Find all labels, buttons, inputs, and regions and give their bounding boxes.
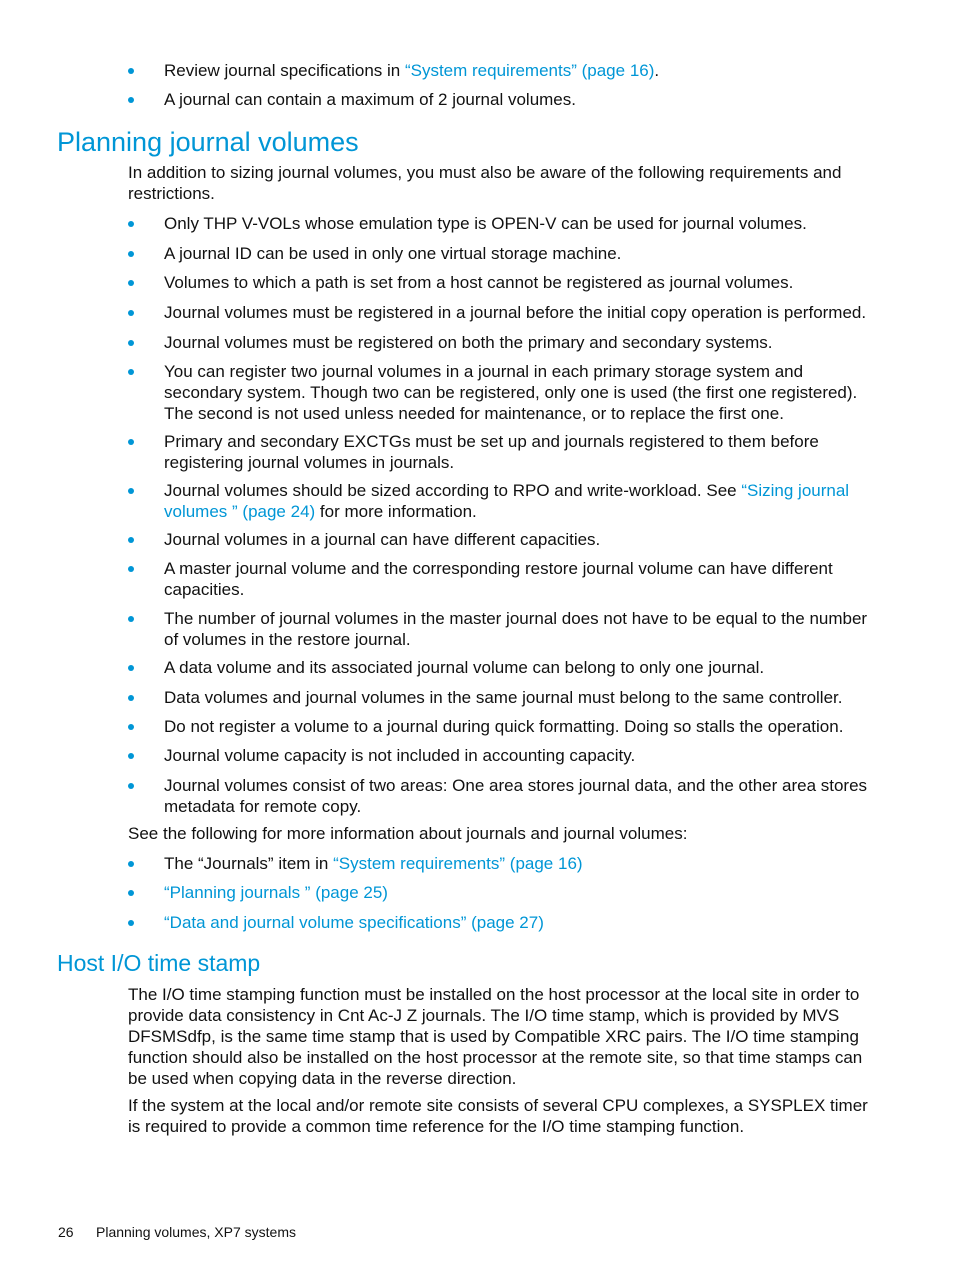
footer-section-title: Planning volumes, XP7 systems	[96, 1224, 296, 1240]
bullet-text: You can register two journal volumes in a journal in each primary storage system and secondary system. Though two can be registered, only one is used (the first one registered). The second is not used unless needed for maintenance, or to replace the first one.	[164, 362, 858, 423]
bullet-icon	[128, 616, 134, 622]
page-number: 26	[58, 1224, 74, 1240]
section-heading-planning-journal-volumes: Planning journal volumes	[57, 127, 359, 157]
bullet-text: The number of journal volumes in the master journal does not have to be equal to the number of volumes in the restore journal.	[164, 609, 868, 649]
bullet-icon	[128, 566, 134, 572]
bullet-icon	[128, 488, 134, 494]
time-stamp-paragraph-2: If the system at the local and/or remote site consists of several CPU complexes, a SYSPLEX timer is required to provide a common time reference for the I/O time stamping function.	[128, 1096, 868, 1136]
bullet-icon	[128, 68, 134, 74]
cross-reference-link[interactable]: “Planning journals ” (page 25)	[164, 883, 388, 902]
bullet-text: Journal volumes consist of two areas: One area stores journal data, and the other area stores metadata for remote copy.	[164, 776, 868, 816]
bullet-text: A journal can contain a maximum of 2 journal volumes.	[164, 90, 576, 109]
bullet-icon	[128, 221, 134, 227]
list-item	[0, 745, 954, 766]
time-stamp-paragraph-1: The I/O time stamping function must be installed on the host processor at the local site in order to provide data consistency in Cnt Ac-J Z journals. The I/O time stamp, which is provided by MVS DFSMSdfp, is the same time stamp that is used by Compatible XRC pairs. The I/O time stamping function should also be installed on the host processor at the remote site, so that time stamps can be used when copying data in the reverse direction.	[128, 985, 863, 1088]
bullet-text: Journal volumes must be registered on both the primary and secondary systems.	[164, 333, 773, 352]
cross-reference-link[interactable]: “System requirements” (page 16)	[333, 854, 583, 873]
list-item	[0, 608, 954, 650]
bullet-icon	[128, 251, 134, 257]
list-item	[0, 529, 954, 550]
list-item	[0, 657, 954, 678]
page-footer	[58, 1223, 296, 1241]
list-item	[0, 302, 954, 323]
bullet-icon	[128, 724, 134, 730]
bullet-text: A data volume and its associated journal volume can belong to only one journal.	[164, 658, 765, 677]
bullet-icon	[128, 695, 134, 701]
bullet-icon	[128, 920, 134, 926]
list-item	[0, 361, 954, 424]
list-item	[0, 60, 954, 81]
bullet-text-tail: .	[654, 61, 660, 80]
list-item	[0, 480, 954, 522]
list-item	[0, 716, 954, 737]
bullet-text: Journal volumes should be sized according to RPO and write-workload. See	[164, 481, 742, 500]
see-also-bullet-list	[0, 853, 954, 933]
bullet-icon	[128, 753, 134, 759]
bullet-text: Only THP V-VOLs whose emulation type is OPEN-V can be used for journal volumes.	[164, 214, 807, 233]
list-item	[0, 89, 954, 110]
bullet-text: A journal ID can be used in only one virtual storage machine.	[164, 244, 622, 263]
list-item	[0, 332, 954, 353]
bullet-icon	[128, 783, 134, 789]
list-item	[0, 775, 954, 817]
bullet-icon	[128, 280, 134, 286]
bullet-text: The “Journals” item in	[164, 854, 334, 873]
cross-reference-link[interactable]: “System requirements” (page 16)	[404, 61, 655, 80]
intro-paragraph: In addition to sizing journal volumes, you must also be aware of the following requirements and restrictions.	[128, 163, 842, 203]
bullet-text: Data volumes and journal volumes in the same journal must belong to the same controller.	[164, 688, 843, 707]
section-heading-host-io-time-stamp: Host I/O time stamp	[57, 950, 261, 976]
bullet-icon	[128, 340, 134, 346]
list-item	[0, 213, 954, 234]
bullet-text: Journal volumes must be registered in a journal before the initial copy operation is performed.	[164, 303, 867, 322]
list-item	[0, 558, 954, 600]
list-item	[0, 243, 954, 264]
see-also-paragraph: See the following for more information about journals and journal volumes:	[128, 824, 688, 843]
bullet-icon	[128, 890, 134, 896]
bullet-text: Do not register a volume to a journal during quick formatting. Doing so stalls the operation.	[164, 717, 844, 736]
list-item	[0, 431, 954, 473]
list-item	[0, 912, 954, 933]
cross-reference-link[interactable]: “Data and journal volume specifications” (page 27)	[164, 913, 544, 932]
bullet-icon	[128, 439, 134, 445]
list-item	[0, 687, 954, 708]
bullet-text: A master journal volume and the corresponding restore journal volume can have different capacities.	[164, 559, 833, 599]
bullet-text: Review journal specifications in	[164, 61, 405, 80]
bullet-icon	[128, 665, 134, 671]
list-item	[0, 853, 954, 874]
bullet-icon	[128, 310, 134, 316]
bullet-text-tail: for more information.	[315, 502, 477, 521]
bullet-icon	[128, 537, 134, 543]
cross-reference-link[interactable]: “Sizing journal volumes ” (page 24)	[164, 481, 850, 521]
requirements-bullet-list	[0, 213, 954, 817]
bullet-text: Journal volumes in a journal can have different capacities.	[164, 530, 601, 549]
list-item	[0, 272, 954, 293]
bullet-text: Primary and secondary EXCTGs must be set up and journals registered to them before registering journal volumes in journals.	[164, 432, 819, 472]
bullet-icon	[128, 861, 134, 867]
bullet-icon	[128, 97, 134, 103]
list-item	[0, 882, 954, 903]
top-bullet-list	[0, 60, 954, 110]
bullet-icon	[128, 369, 134, 375]
bullet-text: Journal volume capacity is not included in accounting capacity.	[164, 746, 636, 765]
bullet-text: Volumes to which a path is set from a host cannot be registered as journal volumes.	[164, 273, 794, 292]
